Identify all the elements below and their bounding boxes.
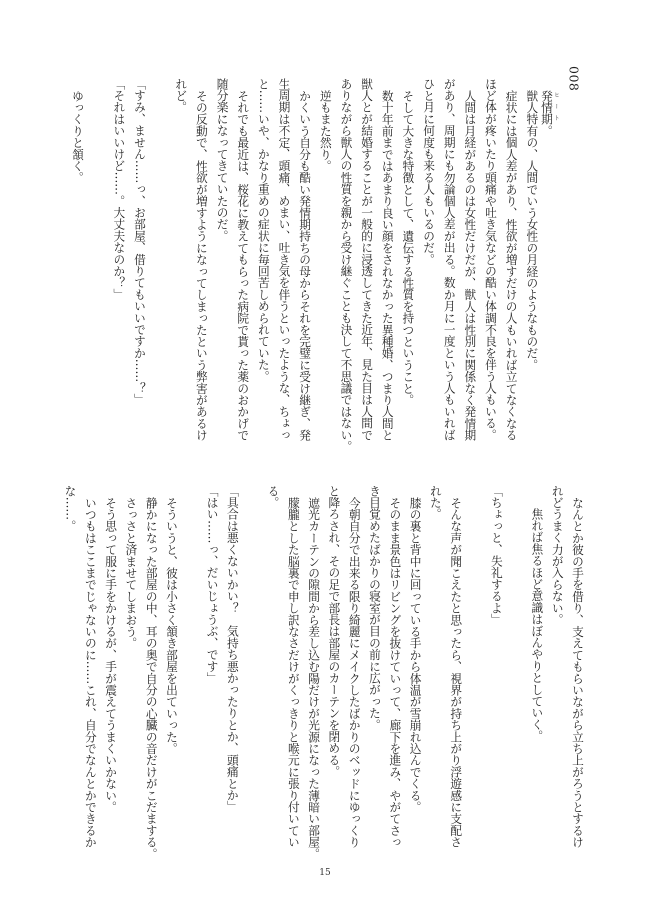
text-line: なんとか彼の手を借り、支えてもらいながら立ち上がろうとするけ: [571, 496, 585, 848]
text-line: そのまま景色はリビングを抜けていって、廊下を進み、やがてさっ: [388, 496, 403, 848]
text-line: 随分楽になってきていたのだ。: [215, 78, 230, 242]
text-line: いつもはここまでじゃないのに……これ、自分でなんとかできるか: [83, 496, 98, 848]
text-line: そういうと、彼は小さく頷き部屋を出ていった。: [165, 496, 179, 755]
text-line: 静かになった部屋の中、耳の奥で自分の心臓の音だけがこだまする。: [144, 496, 159, 860]
chapter-heading-line: [539, 78, 559, 137]
text-line: そう思って服に手をかけるが、手が震えてうまくいかない。: [104, 496, 119, 813]
text-line: と降ろされ、その足で部長は部屋のカーテンを閉める。: [327, 485, 342, 778]
text-line: 数十年前まではあまり良い顔をされなかった異種婚、つまり人間と: [380, 89, 395, 441]
text-line: 膝の裏と背中に回っている手から体温が雪崩れ込んでくる。: [408, 496, 423, 813]
text-line: そんな声が聞こえたと思ったら、視界が持ち上がり浮遊感に支配さ: [449, 496, 464, 848]
text-line: 焦れば焦るほど意識はぼんやりとしていく。: [530, 508, 545, 743]
ruby-term: [539, 89, 559, 125]
text-line: れた。: [428, 485, 443, 521]
dialogue-line: 「ちょっと、失礼するよ」: [489, 485, 504, 626]
text-line: 生周期は不定、頭痛、めまい、吐き気を伴うといったような、ちょっ: [277, 78, 292, 441]
text-line: さっさと済ませてしまおう。: [124, 496, 139, 649]
text-line: き目覚めたばかりの寝室が目の前に広がった。: [368, 485, 382, 731]
text-line: があり、周期にも勿論個人差が出る。数か月に一度という人もいれば: [442, 78, 457, 441]
text-line: 遮光カーテンの隙間から差し込む陽だけが光源になった薄暗い部屋。: [307, 496, 322, 860]
ruby-base: 発情期: [539, 89, 554, 125]
text-line: それでも最近は、桜花に教えてもらった病院で貰った薬のおかげで: [236, 89, 251, 441]
text-line: 逆もまた然り。: [318, 89, 333, 172]
text-line: れどうまく力が入らない。: [550, 485, 565, 626]
text-line: ひと月に何度も来る人もいるのだ。: [422, 78, 437, 266]
text-line: 獣人とが結婚することが一般的に浸透してきた近年、見た目は人間で: [360, 78, 375, 441]
text-line: その反動で、性欲が増すようになってしまったという弊害があるけ: [194, 89, 209, 441]
text-line: と……いや、かなり重めの症状に毎回苦しめられていた。: [256, 78, 271, 383]
ruby-reading: ヒート: [552, 89, 559, 125]
text-line: 朦朧とした脳裏で申し訳なさだけがくっきりと喉元に張り付いてい: [286, 496, 301, 848]
dialogue-line: 「それはいいけど……。大丈夫なのか？」: [112, 78, 127, 301]
chapter-number: 008: [566, 66, 582, 92]
page-number: 15: [319, 868, 331, 878]
text-line: ゆっくりと頷く。: [71, 89, 85, 184]
text-line: な……。: [63, 485, 78, 532]
dialogue-line: 「具合は悪くないかい？ 気持ち悪かったりとか、頭痛とか」: [225, 485, 240, 813]
text-line: 獣人特有の、人間でいう女性の月経のようなものだ。: [525, 89, 540, 371]
text-line: そして大きな特徴として、遺伝する性質を持つということ。: [401, 89, 416, 406]
dialogue-line: 「はい……っ、だいじょうぶ、です」: [205, 485, 220, 684]
text-line: 人間は月経があるのは女性だけだが、獣人は性別に関係なく発情期: [463, 89, 478, 441]
text-line: ありながら獣人の性質を親から受け継ぐことも決して不思議ではない。: [339, 78, 354, 453]
text-line: ほど体が疼いたり頭痛や吐き気などの酷い体調不良を伴う人もいる。: [484, 78, 498, 441]
heading-punctuation: 。: [539, 124, 554, 137]
text-line: 症状には個人差があり、性欲が増すだけの人もいれば立てなくなる: [504, 89, 519, 441]
dialogue-line: 「すみ、ません……っ、お部屋、借りてもいいですか……？」: [132, 78, 147, 406]
text-line: かくいう自分も酷い発情期持ちの母からそれを完璧に受け継ぎ、発: [298, 89, 313, 441]
text-line: る。: [266, 485, 281, 509]
text-line: れど。: [174, 78, 189, 114]
text-line: 今朝自分で出来る限り綺麗にメイクしたばかりのベッドにゆっくり: [347, 496, 362, 848]
